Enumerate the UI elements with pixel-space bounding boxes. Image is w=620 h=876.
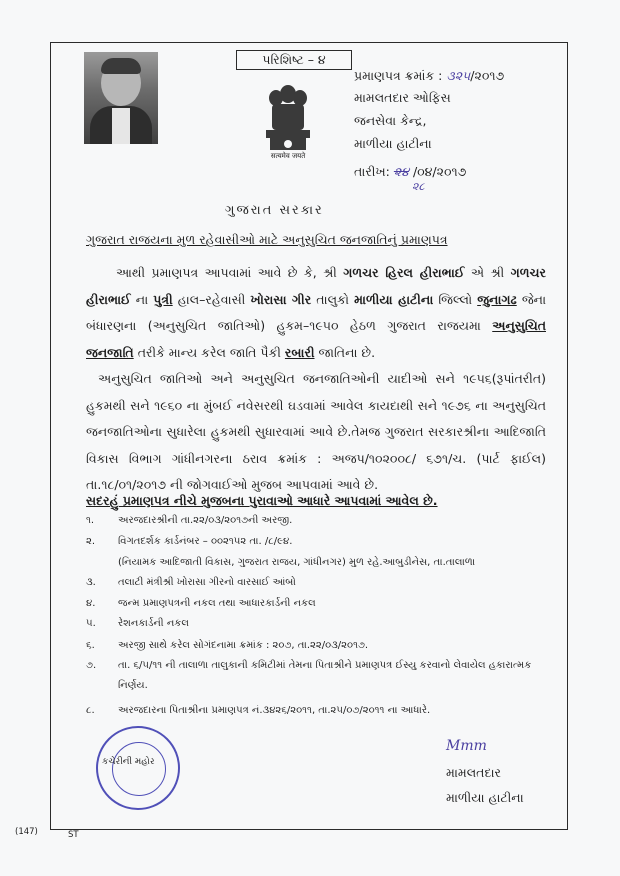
date-struck: ૨૪ — [393, 164, 409, 179]
emblem-motto: सत्यमेव जयते — [270, 152, 306, 160]
signature: Mmm — [446, 738, 487, 754]
government-heading: ગુજરાત સરકાર — [225, 203, 324, 218]
cert-number: ૩૨૫ — [446, 68, 471, 83]
certificate-paragraph-1: આથી પ્રમાણપત્ર આપવામાં આવે છે કે, શ્રી ગળચર હિરલ હીરાભાઈ એ શ્રી ગળચર હીરાભાઈ ના પુત્રી હાલ–રહેવાસી ખોરાસા ગીર તાલુકો માળીયા હાટીના જિલ્લો જુનાગઢ જેના બંધારણના (અનુસુચિત જાતિઓ) હુકમ–૧૯૫૦ હેઠળ ગુજરાત રાજયમા અનુસુચિત જનજાતિ તરીકે માન્ય કરેલ જાતિ પૈકી રબારી જાતિના છે. — [86, 265, 547, 360]
category: અનુસુચિત જનજાતિ — [86, 318, 546, 360]
applicant-photo — [84, 52, 158, 144]
date-line: તારીખ: ૨૪ /૦૪/૨૦૧૭ — [354, 164, 467, 179]
relation: પુત્રી — [153, 291, 173, 307]
signatory-place: માળીયા હાટીના — [446, 790, 524, 805]
seal-caption: કચેરીની મહોર — [102, 757, 155, 767]
footer-number: (147) — [15, 827, 38, 837]
certificate-paragraph-2: અનુસુચિત જાતિઓ અને અનુસુચિત જનજાતિઓની યાદીઓ સને ૧૯૫૬(રૂપાંતરીત) હુકમથી સને ૧૯૬૦ ના મુંબઈ નવેસરથી ઘડવામાં આવેલ કાયદાથી સને ૧૯૭૬ ના અનુસુચિત જનજાતિઓના સુધારેલા હુકમથી સુધારવામાં આવે છે.તેમજ ગુજરાત સરકારશ્રીના આદિજાતિ વિકાસ વિભાગ ગાંધીનગરના ઠરાવ ક્રમાંક : અજપ/૧૦૨૦૦૮/ ૬૭૧/ચ. (પાર્ટ ફાઈલ) તા.૧૮/૦૧/૨૦૧૭ ની જોગવાઈઓ મુજબ આપવામાં આવે છે. — [86, 371, 546, 492]
village: ખોરાસા ગીર — [250, 291, 312, 307]
father-name: ગળચર હીરાભાઈ — [86, 265, 546, 307]
office-name: મામલતદાર ઓફિસ — [354, 90, 451, 105]
tribe: રબારી — [284, 344, 315, 360]
certificate-title: ગુજરાત રાજયના મુળ રહેવાસીઓ માટે અનુસુચિત જનજાતિનું પ્રમાણપત્ર — [86, 232, 448, 247]
footer-mark: ST — [68, 830, 79, 840]
national-emblem-icon — [258, 80, 318, 162]
annex-label: પરિશિષ્ટ – ૪ — [236, 50, 352, 70]
signatory-title: મામલતદાર — [446, 765, 501, 780]
office-seal-icon — [96, 726, 180, 810]
cert-number-line: પ્રમાણપત્ર ક્રમાંક : ૩૨૫/૨૦૧૭ — [354, 68, 505, 83]
date-corrected: ૨૮ — [412, 180, 425, 193]
office-centre: જનસેવા કેન્દ્ર, — [354, 113, 427, 128]
applicant-name: ગળચર હિરલ હીરાભાઈ — [343, 265, 465, 280]
document-page: પરિશિષ્ટ – ૪ सत्यमेव जयते પ્રમાણપત્ર ક્રમાંક : ૩૨૫/૨૦૧૭ મામલતદાર ઓફિસ જનસેવા કેન્દ્ર, માળીયા હાટીના તારીખ: ૨૪ /૦૪/૨૦૧૭ ૨૮ ગુજરાત સરકાર ગુજરાત રાજયના મુળ રહેવાસીઓ માટે અનુસુચિત જનજાતિનું પ્રમાણપત્ર આથી પ્રમાણપત્ર આપવામાં આવે છે કે, શ્રી ગળચર હિરલ હીરાભાઈ એ શ્રી ગળચર હીરાભાઈ ના પુત્રી હાલ–રહેવાસી ખોરાસા ગીર તાલુકો માળીયા હાટીના જિલ્લો જુનાગઢ જેના બંધારણના (અનુસુચિત જાતિઓ) હુકમ–૧૯૫૦ હેઠળ ગુજરાત રાજયમા અનુસુચિત જનજાતિ તરીકે માન્ય કરેલ જાતિ પૈકી રબારી જાતિના છે. અનુસુચિત જાતિઓ અને અનુસુચિત જનજાતિઓની યાદીઓ સને ૧૯૫૬(રૂપાંતરીત) હુકમથી સને ૧૯૬૦ ના મુંબઈ નવેસરથી ઘડવામાં આવેલ કાયદાથી સને ૧૯૭૬ ના અનુસુચિત જનજાતિઓના સુધારેલા હુકમથી સુધારવામાં આવે છે.તેમજ ગુજરાત સરકારશ્રીના આદિજાતિ વિકાસ વિભાગ ગાંધીનગરના ઠરાવ ક્રમાંક : અજપ/૧૦૨૦૦૮/ ૬૭૧/ચ. (પાર્ટ ફાઈલ) તા.૧૮/૦૧/૨૦૧૭ ની જોગવાઈઓ મુજબ આપવામાં આવે છે. સદરહું પ્રમાણપત્ર નીચે મુજબના પુરાવાઓ આધારે આપવામાં આવેલ છે. ૧. અરજદારશ્રીની તા.૨૨/૦૩/૨૦૧૭ની અરજી. ૨. વિગતદર્શક કાર્ડનંબર – ૦૦૨૧૫૨ તા. /૮/૯૪. (નિયામક આદિજાતી વિકાસ, ગુજરાત રાજય, ગાંધીનગર) મુળ રહે.આબુડીનેસ, તા.તાલાળા ૩. તલાટી મંત્રીશ્રી ખોરાસા ગીરનો વારસાઈ આંબો ૪. જન્મ પ્રમાણપત્રની નકલ તથા આધારકાર્ડની નકલ ૫. રેશનકાર્ડની નકલ ૬. અરજી સાથે કરેલ સોગંદનામા ક્રમાંક : ૨૦૭, તા.૨૨/૦૩/૨૦૧૭. ૭. તા. ૬/૫/૧૧ ની તાલાળા તાલુકાની કમિટીમાં તેમના પિતાશ્રીને પ્રમાણપત્ર ઈસ્યુ કરવાનો લેવાયેલ હકારાત્મક નિર્ણય. ૮. અરજદારના પિતાશ્રીના પ્રમાણપત્ર નં.૩૪૨૬/૨૦૧૧, તા.૨૫/૦૭/૨૦૧૧ ના આધારે. કચેરીની મહોર Mmm મામલતદાર માળીયા હાટીના (147) ST — [0, 0, 620, 876]
evidence-heading: સદરહું પ્રમાણપત્ર નીચે મુજબના પુરાવાઓ આધારે આપવામાં આવેલ છે. — [86, 493, 438, 508]
office-taluka: માળીયા હાટીના — [354, 136, 432, 151]
district: જુનાગઢ — [477, 291, 517, 307]
taluka: માળીયા હાટીના — [354, 291, 434, 307]
